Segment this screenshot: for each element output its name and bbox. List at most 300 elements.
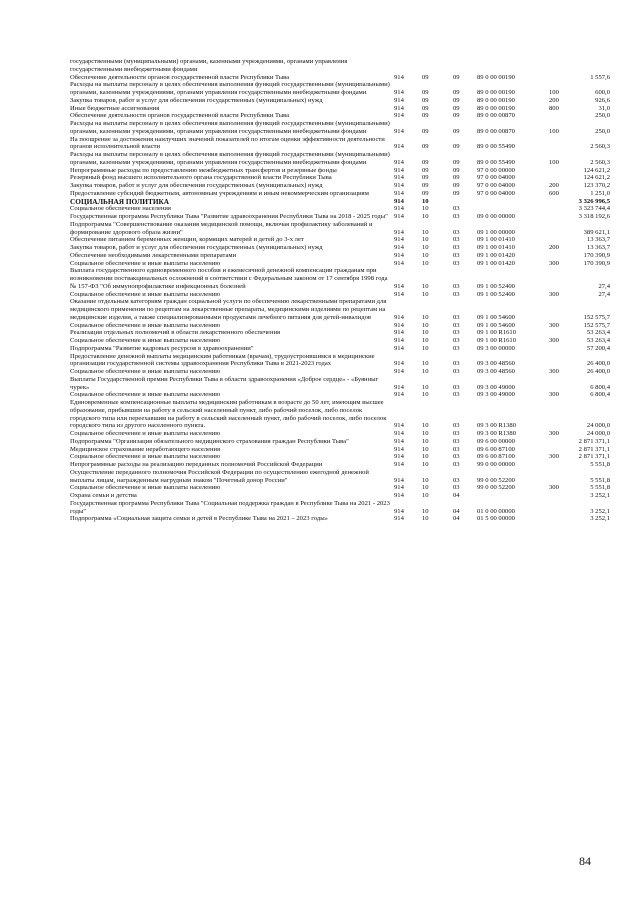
cell-sum: 1 557,6 [590, 73, 610, 81]
cell-name: Социальное обеспечение и иные выплаты населению [70, 337, 221, 344]
cell-cs [473, 492, 545, 500]
cell-pr: 09 [453, 96, 460, 104]
cell-cs: 01 5 00 00000 [477, 515, 515, 523]
cell-pr: 04 [453, 507, 460, 515]
cell-rz: 10 [422, 282, 429, 290]
table-row [70, 322, 610, 330]
cell-vr [545, 353, 573, 369]
cell-name: Непрограммные расходы на реализацию переданных полномочий Российской Федерации [70, 461, 323, 468]
cell-vr [545, 345, 573, 353]
cell-pr: 09 [453, 166, 460, 174]
cell-cs: 89 0 00 55490 [477, 143, 515, 151]
cell-sum: 2 560,3 [590, 143, 610, 151]
cell-pr: 04 [453, 515, 460, 523]
cell-name: СОЦИАЛЬНАЯ ПОЛИТИКА [70, 196, 170, 206]
cell-pr: 03 [453, 368, 460, 375]
cell-sum: 152 575,7 [583, 321, 610, 329]
cell-vr: 300 [549, 430, 559, 437]
cell-vr [545, 213, 573, 221]
cell-rz: 09 [422, 112, 429, 120]
cell-name: Расходы на выплаты персоналу в целях обеспечения выполнения функций государственными (муниципальными) органами, казенными учреждениями, органами управления государственными внебюджетными фондами [70, 81, 390, 96]
cell-pr [445, 198, 473, 206]
cell-adm: 914 [394, 391, 404, 399]
cell-pr: 03 [453, 213, 460, 220]
cell-pr: 03 [453, 422, 460, 430]
cell-vr [545, 492, 573, 500]
cell-name: Предоставление субсидий бюджетным, автономным учреждениям и иным некоммерческим организациям [70, 189, 369, 197]
cell-vr [545, 469, 573, 485]
cell-rz: 09 [422, 127, 429, 135]
cell-adm: 914 [394, 158, 404, 166]
table-row [70, 430, 610, 438]
cell-pr: 09 [453, 112, 460, 120]
cell-vr [545, 376, 573, 392]
cell-name: Обеспечение деятельности органов государственной власти Республики Тыва [70, 112, 290, 120]
cell-cs: 09 1 00 R1610 [477, 329, 517, 337]
cell-name: Осуществление переданного полномочия Российской Федерации по осуществлению ежегодной денежной выплаты лицам, награжденным нагрудным знаком "Почетный донор России" [70, 468, 369, 484]
cell-name: Социальное обеспечение и иные выплаты населению [70, 368, 221, 375]
cell-pr: 03 [453, 391, 460, 399]
table-row [70, 329, 610, 337]
cell-adm: 914 [394, 228, 404, 236]
cell-rz: 10 [422, 492, 429, 499]
cell-sum [573, 58, 610, 74]
cell-adm: 914 [394, 213, 404, 220]
cell-sum: 3 252,1 [590, 507, 610, 515]
cell-vr [545, 205, 573, 213]
cell-sum: 27,4 [598, 282, 610, 290]
cell-name: Расходы на выплаты персоналу в целях обеспечения выполнения функций государственными (муниципальными) органами, казенными учреждениями, органами управления государственными внебюджетными фондами [70, 151, 390, 166]
cell-rz: 10 [422, 337, 429, 344]
table-row [70, 515, 610, 523]
cell-cs [473, 198, 545, 206]
cell-name: Подпрограмма "Организация обязательного медицинского страхования граждан Республики Тыва" [70, 437, 349, 445]
cell-pr: 03 [453, 251, 460, 259]
cell-vr: 300 [549, 484, 559, 492]
cell-adm: 914 [394, 453, 404, 461]
table-row [70, 221, 610, 237]
cell-adm: 914 [394, 112, 404, 120]
table-row [70, 120, 610, 136]
cell-cs: 09 1 00 52400 [477, 290, 515, 298]
cell-pr: 03 [453, 445, 460, 453]
cell-sum: 24 000,0 [586, 430, 610, 437]
cell-sum: 2 560,3 [590, 158, 610, 166]
cell-name: Выплаты Государственной премии Республики Тыва в области здравоохранения «Доброе сердце» - «Буянныг чурек» [70, 375, 379, 391]
cell-sum: 57 200,4 [586, 344, 610, 352]
cell-pr: 03 [453, 430, 460, 437]
cell-adm: 914 [394, 205, 404, 213]
cell-name: государственными (муниципальными) органами, казенными учреждениями, органами управления государственными внебюджетными фондами [70, 58, 348, 73]
cell-pr: 09 [453, 104, 460, 112]
cell-adm: 914 [394, 89, 404, 96]
table-row [70, 453, 610, 461]
cell-pr: 03 [453, 337, 460, 344]
table-row [70, 353, 610, 369]
cell-sum: 152 575,7 [583, 313, 610, 321]
cell-rz: 09 [422, 104, 429, 112]
cell-vr: 300 [549, 368, 559, 375]
cell-adm: 914 [394, 189, 404, 197]
table-row [70, 244, 610, 252]
cell-pr: 03 [453, 360, 460, 368]
cell-sum: 27,4 [598, 290, 610, 298]
cell-sum: 926,6 [595, 96, 610, 104]
cell-name: Оказание отдельным категориям граждан социальной услуги по обеспечению лекарственными препаратами для медицинского применения по рецептам на лекарственные препараты, медицинскими изделиями по рецептам на медицинские изделия, а также специализированными продуктами лечебного питания для детей-инвалидов [70, 298, 387, 321]
cell-rz: 10 [422, 259, 429, 267]
cell-sum: 3 252,1 [590, 492, 610, 499]
cell-vr: 300 [549, 391, 559, 399]
cell-pr: 03 [453, 290, 460, 298]
page-number: 84 [579, 854, 591, 868]
table-row [70, 74, 610, 82]
cell-pr: 03 [453, 244, 460, 251]
cell-rz: 10 [422, 430, 429, 437]
cell-rz: 10 [422, 437, 429, 445]
cell-sum: 124 621,2 [583, 174, 610, 182]
cell-name: Предоставление денежной выплаты медицинским работникам (врачам), трудоустроившимся в медицинские организации государственной системы здравоохранения Республики Тыва в 2021-2023 годах [70, 352, 375, 368]
cell-sum: 3 326 996,5 [578, 197, 610, 205]
cell-sum: 6 800,4 [590, 391, 610, 399]
cell-pr: 03 [453, 437, 460, 445]
cell-cs: 01 0 00 00000 [477, 507, 515, 515]
cell-adm: 914 [394, 476, 404, 484]
cell-pr: 09 [453, 174, 460, 182]
cell-sum: 250,0 [595, 127, 610, 135]
cell-rz: 09 [422, 174, 429, 182]
cell-sum: 2 871 371,1 [578, 453, 610, 461]
table-row [70, 376, 610, 392]
cell-vr: 100 [549, 127, 559, 135]
table-row [70, 252, 610, 260]
cell-vr [545, 329, 573, 337]
cell-pr: 03 [453, 259, 460, 267]
cell-name: Социальное обеспечение и иные выплаты населению [70, 484, 221, 492]
cell-adm: 914 [394, 313, 404, 321]
cell-adm: 914 [394, 507, 404, 515]
cell-rz: 10 [422, 329, 429, 337]
table-row [70, 151, 610, 167]
cell-vr [545, 136, 573, 152]
cell-vr: 300 [549, 290, 559, 298]
cell-adm: 914 [394, 430, 404, 437]
cell-adm: 914 [394, 166, 404, 174]
cell-rz: 09 [422, 143, 429, 151]
cell-vr [545, 167, 573, 175]
table-row [70, 174, 610, 182]
cell-rz: 10 [422, 453, 429, 461]
cell-vr [545, 500, 573, 516]
cell-vr [545, 446, 573, 454]
cell-vr: 600 [549, 189, 559, 197]
cell-vr [545, 236, 573, 244]
cell-pr: 03 [453, 484, 460, 492]
cell-cs: 09 1 00 54600 [477, 313, 515, 321]
cell-sum: 26 400,0 [586, 360, 610, 368]
cell-rz: 10 [422, 360, 429, 368]
cell-sum: 13 363,7 [586, 244, 610, 251]
cell-sum: 124 621,2 [583, 166, 610, 174]
cell-rz: 10 [422, 507, 429, 515]
cell-pr: 03 [453, 313, 460, 321]
cell-vr [545, 74, 573, 82]
cell-adm: 914 [394, 337, 404, 344]
cell-sum: 3 318 192,6 [578, 213, 610, 220]
table-row [70, 446, 610, 454]
cell-sum: 31,0 [598, 104, 610, 112]
cell-name: Подпрограмма "Совершенствование оказания медицинской помощи, включая профилактику заболеваний и формирование здорового образа жизни" [70, 220, 373, 236]
cell-rz: 09 [422, 96, 429, 104]
cell-cs: 99 0 00 52200 [477, 476, 515, 484]
cell-rz: 09 [422, 89, 429, 96]
cell-name: Охрана семьи и детства [70, 492, 137, 499]
cell-cs: 09 1 00 52400 [477, 282, 515, 290]
cell-rz: 09 [422, 158, 429, 166]
cell-rz: 10 [422, 213, 429, 220]
cell-pr: 03 [453, 383, 460, 391]
cell-sum: 600,0 [595, 89, 610, 96]
table-row [70, 291, 610, 299]
cell-pr: 03 [453, 236, 460, 244]
cell-cs [473, 58, 545, 74]
cell-rz: 10 [422, 321, 429, 329]
cell-sum: 5 551,8 [590, 461, 610, 468]
budget-document [70, 58, 610, 523]
cell-cs: 09 3 00 49000 [477, 383, 515, 391]
cell-cs: 09 6 00 87100 [477, 453, 515, 461]
cell-pr: 03 [453, 461, 460, 468]
cell-adm: 914 [394, 282, 404, 290]
cell-cs: 89 0 00 00190 [477, 89, 515, 96]
cell-name: Социальное обеспечение и иные выплаты населению [70, 321, 221, 329]
cell-sum: 1 251,0 [590, 189, 610, 197]
cell-sum: 3 323 744,4 [578, 205, 610, 213]
cell-cs: 09 3 00 48560 [477, 368, 515, 375]
table-row [70, 267, 610, 290]
cell-pr: 03 [453, 344, 460, 352]
cell-cs: 89 0 00 55490 [477, 158, 515, 166]
cell-sum: 13 363,7 [586, 236, 610, 244]
cell-cs: 09 1 00 01410 [477, 236, 515, 244]
cell-name: Закупка товаров, работ и услуг для обеспечения государственных (муниципальных) нужд [70, 182, 323, 189]
cell-rz: 09 [422, 189, 429, 197]
cell-sum: 53 263,4 [586, 329, 610, 337]
cell-vr [545, 198, 573, 206]
cell-vr [545, 112, 573, 120]
cell-rz [416, 58, 445, 74]
cell-name: Социальное обеспечение и иные выплаты населению [70, 259, 221, 267]
cell-pr: 03 [453, 329, 460, 337]
cell-pr: 03 [453, 321, 460, 329]
cell-rz: 10 [422, 290, 429, 298]
cell-name: Социальное обеспечение населения [70, 205, 171, 213]
cell-vr [545, 461, 573, 469]
cell-cs: 99 0 00 00000 [477, 461, 515, 468]
table-row [70, 182, 610, 190]
cell-name: Социальное обеспечение и иные выплаты населению [70, 430, 221, 437]
table-row [70, 58, 610, 74]
cell-vr: 200 [549, 182, 559, 189]
cell-rz: 10 [422, 344, 429, 352]
table-row [70, 97, 610, 105]
table-row [70, 167, 610, 175]
cell-sum: 170 390,9 [583, 251, 610, 259]
cell-adm: 914 [394, 143, 404, 151]
cell-name: Закупка товаров, работ и услуг для обеспечения государственных (муниципальных) нужд [70, 244, 323, 251]
cell-rz: 10 [422, 368, 429, 375]
cell-adm: 914 [394, 104, 404, 112]
cell-name: Резервный фонд высшего исполнительного органа государственной власти Республики Тыва [70, 174, 332, 182]
cell-cs: 97 0 00 04000 [477, 182, 515, 189]
cell-sum: 3 252,1 [590, 515, 610, 523]
cell-sum: 2 871 371,1 [578, 437, 610, 445]
cell-cs: 09 6 00 00000 [477, 437, 515, 445]
cell-pr: 09 [453, 89, 460, 96]
cell-rz: 09 [422, 166, 429, 174]
cell-pr: 03 [453, 453, 460, 461]
cell-adm: 914 [394, 182, 404, 189]
cell-vr: 100 [549, 158, 559, 166]
cell-rz: 10 [422, 251, 429, 259]
cell-rz: 09 [422, 73, 429, 81]
cell-name: Обеспечение деятельности органов государственной власти Республики Тыва [70, 73, 290, 81]
cell-name: Выплата государственного единовременного пособия и ежемесячной денежной компенсации гражданам при возникновении поствакцинальных осложнений в соответствии с Федеральным законом от 17 сентября 1998 года № 157-ФЗ "Об иммунопрофилактике инфекционных болезней [70, 267, 388, 290]
table-row [70, 484, 610, 492]
table-row [70, 105, 610, 113]
cell-name: Обеспечение необходимыми лекарственными препаратами [70, 251, 237, 259]
cell-adm [392, 58, 416, 74]
cell-name: Социальное обеспечение и иные выплаты населению [70, 290, 221, 298]
table-row [70, 399, 610, 430]
cell-adm: 914 [394, 127, 404, 135]
cell-adm: 914 [394, 236, 404, 244]
cell-vr [545, 174, 573, 182]
cell-cs: 89 0 00 00190 [477, 96, 515, 104]
cell-sum: 26 400,0 [586, 368, 610, 375]
cell-name: Иные бюджетные ассигнования [70, 104, 160, 112]
cell-name: Государственная программа Республики Тыва "Социальная поддержка граждан в Республике Тыва на 2021 - 2023 годы" [70, 499, 390, 515]
cell-vr [545, 298, 573, 321]
cell-cs: 09 0 00 00000 [477, 213, 515, 220]
cell-cs: 09 3 00 48560 [477, 360, 515, 368]
cell-adm: 914 [394, 174, 404, 182]
cell-cs: 97 0 00 04000 [477, 174, 515, 182]
cell-sum: 250,0 [595, 112, 610, 120]
cell-vr: 200 [549, 244, 559, 251]
table-row [70, 136, 610, 152]
cell-sum: 53 263,4 [586, 337, 610, 344]
cell-cs: 09 3 00 R1380 [477, 422, 517, 430]
table-row [70, 461, 610, 469]
cell-cs: 09 6 00 87100 [477, 445, 515, 453]
table-row [70, 81, 610, 97]
cell-vr: 300 [549, 321, 559, 329]
cell-cs: 89 0 00 00870 [477, 112, 515, 120]
cell-vr: 300 [549, 337, 559, 344]
cell-rz: 10 [422, 484, 429, 492]
cell-adm: 914 [394, 492, 404, 499]
budget-table [70, 58, 610, 523]
cell-adm: 914 [394, 329, 404, 337]
cell-rz: 10 [422, 197, 429, 205]
cell-adm: 914 [394, 197, 404, 205]
cell-rz: 10 [422, 313, 429, 321]
cell-name: Подпрограмма «Социальная защита семьи и детей в Республике Тыва на 2021 – 2023 годы» [70, 515, 328, 523]
cell-sum: 24 000,0 [586, 422, 610, 430]
cell-sum: 5 551,8 [590, 476, 610, 484]
cell-adm: 914 [394, 484, 404, 492]
table-row [70, 438, 610, 446]
cell-adm: 914 [394, 96, 404, 104]
cell-adm: 914 [394, 368, 404, 375]
table-row [70, 500, 610, 516]
cell-pr: 09 [453, 73, 460, 81]
cell-sum: 2 871 371,1 [578, 445, 610, 453]
cell-rz: 10 [422, 515, 429, 523]
table-row [70, 205, 610, 213]
table-row [70, 469, 610, 485]
cell-name: Непрограммные расходы по предоставлению межбюджетных трансфертов и резервные фонды [70, 166, 337, 174]
cell-name: Государственная программа Республики Тыва "Развитие здравоохранения Республики Тыва на 2018 - 2025 годы" [70, 213, 388, 220]
cell-pr [445, 58, 473, 74]
cell-sum: 389 621,1 [583, 228, 610, 236]
cell-adm: 914 [394, 461, 404, 468]
cell-adm: 914 [394, 73, 404, 81]
cell-adm: 914 [394, 321, 404, 329]
cell-cs: 09 3 00 R1380 [477, 430, 517, 437]
cell-rz: 10 [422, 236, 429, 244]
cell-pr: 09 [453, 182, 460, 189]
table-row [70, 213, 610, 221]
table-row [70, 492, 610, 500]
cell-pr: 03 [453, 282, 460, 290]
cell-cs: 09 1 00 00000 [477, 228, 515, 236]
cell-name: На поощрение за достижения наилучших значений показателей по итогам оценки эффективности деятельности органов исполнительной власти [70, 135, 385, 151]
cell-rz: 10 [422, 445, 429, 453]
cell-vr: 800 [549, 104, 559, 112]
cell-rz: 10 [422, 383, 429, 391]
cell-cs: 89 0 00 00190 [477, 73, 515, 81]
table-row [70, 337, 610, 345]
table-row [70, 198, 610, 206]
cell-vr [545, 399, 573, 430]
cell-adm: 914 [394, 515, 404, 523]
cell-cs: 89 0 00 00190 [477, 104, 515, 112]
cell-pr: 04 [453, 492, 460, 499]
cell-adm: 914 [394, 360, 404, 368]
cell-pr: 03 [453, 228, 460, 236]
cell-pr: 03 [453, 205, 460, 213]
cell-name: Единовременные компенсационные выплаты медицинским работникам в возрасте до 50 лет, имеющим высшее образование, прибывшим на работу в сельский населенный пункт, либо рабочий поселок, либо поселок городского типа или переехавшим на работу в сельский населенный пункт, либо рабочий поселок, либо поселок городского типа из другого населенного пункта. [70, 399, 387, 430]
cell-adm: 914 [394, 244, 404, 251]
table-row [70, 345, 610, 353]
cell-cs [473, 205, 545, 213]
cell-sum: 6 800,4 [590, 383, 610, 391]
cell-cs: 09 1 00 01420 [477, 251, 515, 259]
cell-adm: 914 [394, 259, 404, 267]
cell-sum: 170 390,9 [583, 259, 610, 267]
table-row [70, 260, 610, 268]
cell-adm: 914 [394, 437, 404, 445]
cell-pr: 09 [453, 127, 460, 135]
cell-rz: 10 [422, 205, 429, 213]
cell-adm: 914 [394, 445, 404, 453]
cell-name: Подпрограмма "Развитие кадровых ресурсов в здравоохранении" [70, 344, 254, 352]
cell-cs: 09 1 00 54600 [477, 321, 515, 329]
cell-vr [545, 252, 573, 260]
table-row [70, 368, 610, 376]
cell-vr: 300 [549, 453, 559, 461]
